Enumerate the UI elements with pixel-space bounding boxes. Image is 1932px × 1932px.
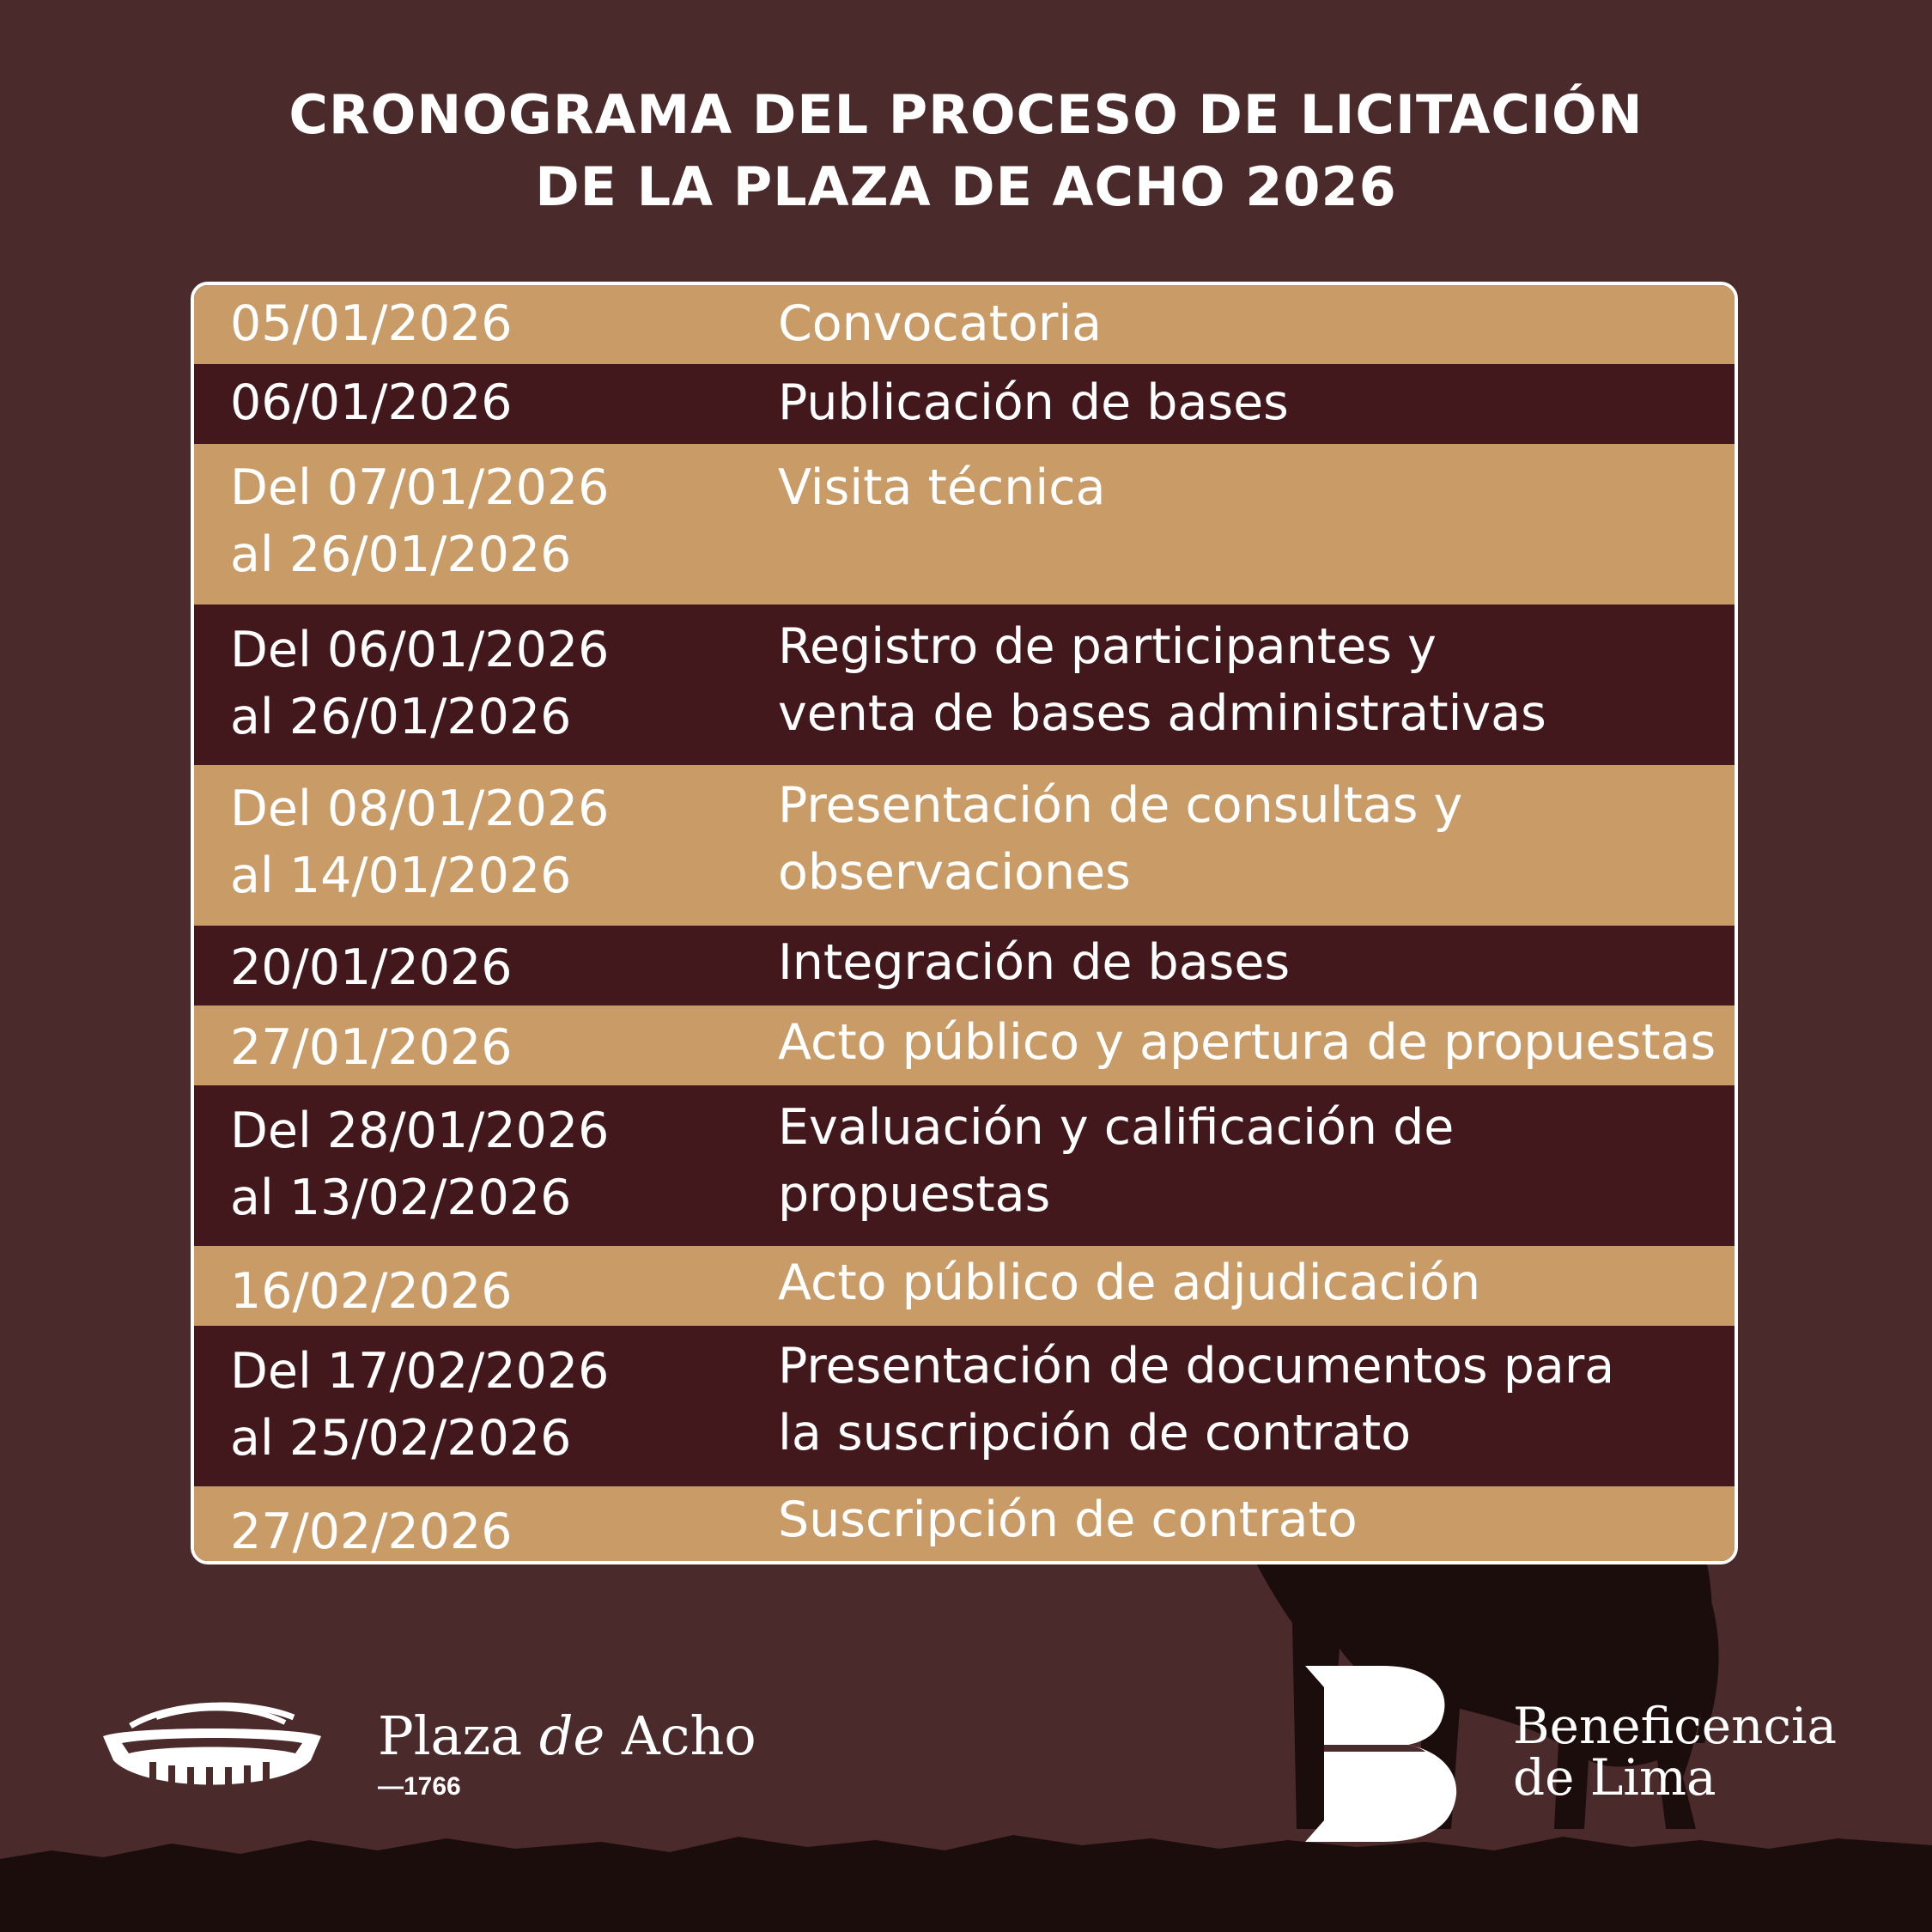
row-date: Del 08/01/2026 al 14/01/2026	[230, 781, 610, 904]
row-activity: Integración de bases	[778, 934, 1291, 991]
plaza-de-acho-year: —1766	[378, 1772, 461, 1801]
schedule-row	[194, 765, 1735, 926]
title-line-1: CRONOGRAMA DEL PROCESO DE LICITACIÓN	[289, 83, 1643, 146]
beneficencia-name: Beneficencia de Lima	[1513, 1697, 1838, 1807]
schedule-row	[194, 364, 1735, 444]
row-activity: Presentación de consultas y observaciones	[778, 777, 1463, 901]
beneficencia-b-logo	[1305, 1666, 1460, 1842]
row-date: Del 07/01/2026 al 26/01/2026	[230, 459, 610, 583]
row-date: 16/02/2026	[230, 1263, 513, 1320]
schedule-table	[191, 282, 1738, 1564]
row-date: 20/01/2026	[230, 939, 513, 996]
row-date: 27/02/2026	[230, 1504, 513, 1560]
acho-name-part-2: Acho	[605, 1704, 756, 1767]
row-activity: Publicación de bases	[778, 374, 1289, 431]
acho-name-italic: de	[538, 1704, 605, 1767]
schedule-row	[194, 1085, 1735, 1246]
row-activity: Acto público de adjudicación	[778, 1255, 1481, 1311]
schedule-row	[194, 1486, 1735, 1564]
row-date: Del 28/01/2026 al 13/02/2026	[230, 1103, 610, 1226]
row-date: 05/01/2026	[230, 295, 513, 352]
schedule-row	[194, 1005, 1735, 1085]
row-activity: Visita técnica	[778, 459, 1106, 516]
row-date: 27/01/2026	[230, 1019, 513, 1076]
row-activity: Evaluación y calificación de propuestas	[778, 1099, 1455, 1223]
plaza-de-acho-logo	[96, 1692, 328, 1807]
ground-silhouette	[0, 1825, 1932, 1932]
row-activity: Registro de participantes y venta de bases administrativas	[778, 618, 1546, 742]
row-date: 06/01/2026	[230, 374, 513, 431]
title-line-2: DE LA PLAZA DE ACHO 2026	[535, 155, 1397, 218]
row-activity: Suscripción de contrato	[778, 1492, 1358, 1548]
plaza-de-acho-name	[378, 1704, 756, 1767]
row-activity: Convocatoria	[778, 295, 1103, 352]
row-activity: Presentación de documentos para la suscripción de contrato	[778, 1338, 1615, 1461]
schedule-row	[194, 605, 1735, 765]
row-date: Del 17/02/2026 al 25/02/2026	[230, 1343, 610, 1467]
row-activity: Acto público y apertura de propuestas	[778, 1014, 1716, 1071]
schedule-row	[194, 444, 1735, 605]
schedule-row	[194, 1326, 1735, 1486]
schedule-row	[194, 1246, 1735, 1326]
page-title	[0, 79, 1932, 223]
row-date: Del 06/01/2026 al 26/01/2026	[230, 622, 610, 745]
schedule-row	[194, 926, 1735, 1005]
schedule-row	[194, 285, 1735, 364]
acho-name-part-1: Plaza	[378, 1704, 539, 1767]
